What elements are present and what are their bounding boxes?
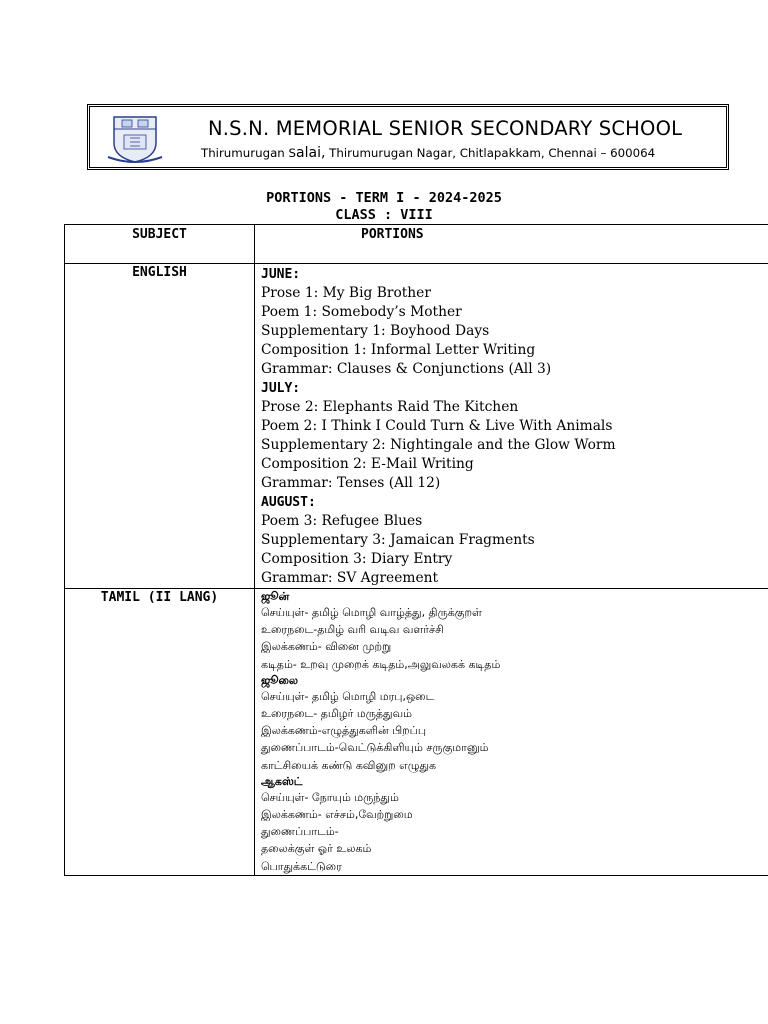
school-name: N.S.N. MEMORIAL SENIOR SECONDARY SCHOOL	[208, 117, 683, 140]
list-item: இலக்கணம்- எச்சம்,வேற்றுமை	[261, 808, 413, 822]
list-item: இலக்கணம்- வினை முற்று	[261, 640, 392, 654]
list-item: கடிதம்- உறவு முறைக் கடிதம்,அலுவலகக் கடிதம்	[261, 657, 501, 671]
list-item: செய்யுள்- தமிழ் மொழி வாழ்த்து, திருக்குறள்	[261, 606, 482, 619]
subject-english: ENGLISH	[65, 264, 255, 589]
list-item: தலைக்குள் ஓர் உலகம்	[261, 842, 372, 856]
list-item: காட்சியைக் கண்டு கவினுற எழுதுக	[261, 758, 437, 772]
tamil-month-july: ஜூலை	[261, 673, 299, 687]
subject-tamil: TAMIL (II LANG)	[65, 589, 255, 876]
list-item: Poem 2: I Think I Could Turn & Live With Animals	[261, 418, 613, 434]
list-item: Grammar: Tenses (All 12)	[261, 475, 441, 491]
list-item: Supplementary 2: Nightingale and the Glow Worm	[261, 437, 616, 453]
list-item: பொதுக்கட்டுரை	[261, 859, 342, 873]
list-item: Grammar: Clauses & Conjunctions (All 3)	[261, 361, 552, 377]
list-item: Supplementary 1: Boyhood Days	[261, 323, 490, 339]
tamil-month-august: ஆகஸ்ட்	[261, 774, 303, 788]
subject-header: SUBJECT	[65, 225, 255, 264]
list-item: Supplementary 3: Jamaican Fragments	[261, 532, 535, 548]
english-portions	[255, 264, 768, 589]
address-part-1: Thirumurugan S	[201, 146, 297, 160]
portions-table	[64, 224, 768, 876]
list-item: Poem 3: Refugee Blues	[261, 513, 423, 529]
address-part-2: alai,	[296, 145, 326, 161]
school-header	[87, 104, 729, 170]
school-address	[201, 145, 721, 161]
list-item: Grammar: SV Agreement	[261, 570, 439, 586]
english-month-july: JULY:	[261, 381, 301, 396]
list-item: Composition 2: E-Mail Writing	[261, 456, 474, 472]
list-item: செய்யுள்- நோயும் மருந்தும்	[261, 790, 399, 804]
english-month-june: JUNE:	[261, 267, 301, 282]
portions-title: PORTIONS - TERM I - 2024-2025	[266, 190, 502, 206]
table-row-english	[65, 264, 768, 589]
list-item: Poem 1: Somebody’s Mother	[261, 304, 462, 320]
tamil-portions	[255, 589, 768, 876]
school-crest-icon	[100, 113, 170, 165]
list-item: Composition 1: Informal Letter Writing	[261, 342, 536, 358]
table-row-tamil	[65, 589, 768, 876]
list-item: Composition 3: Diary Entry	[261, 551, 453, 567]
list-item: உரைநடை- தமிழர் மருத்துவம்	[261, 707, 412, 721]
portions-header: PORTIONS	[255, 225, 768, 264]
list-item: துணைப்பாடம்-வெட்டுக்கிளியும் சருகுமானும்	[261, 741, 489, 755]
list-item: உரைநடை-தமிழ் வரி வடிவ வளர்ச்சி	[261, 623, 444, 637]
tamil-month-june: ஜூன்	[261, 590, 290, 603]
class-title: CLASS : VIII	[335, 207, 433, 223]
address-part-3: Thirumurugan Nagar, Chitlapakkam, Chennai – 600064	[325, 146, 656, 160]
table-header-row	[65, 225, 768, 264]
list-item: இலக்கணம்-எழுத்துகளின் பிறப்பு	[261, 724, 427, 738]
english-month-august: AUGUST:	[261, 495, 316, 510]
list-item: Prose 1: My Big Brother	[261, 285, 431, 301]
list-item: துணைப்பாடம்-	[261, 825, 339, 839]
list-item: செய்யுள்- தமிழ் மொழி மரபு,ஒடை	[261, 689, 435, 703]
list-item: Prose 2: Elephants Raid The Kitchen	[261, 399, 519, 415]
